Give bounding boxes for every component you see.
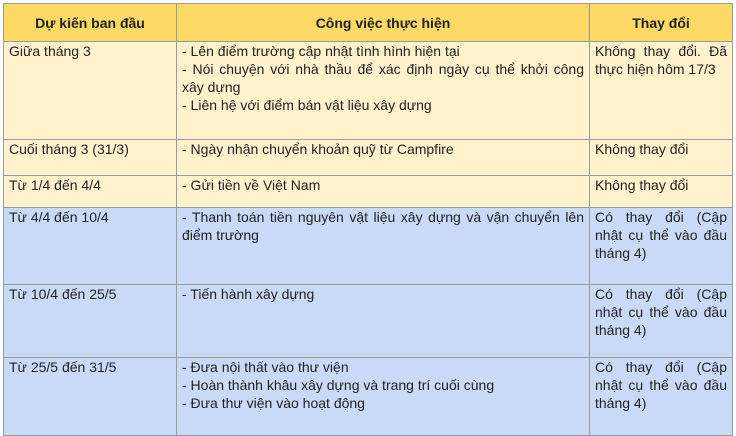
table-row xyxy=(4,140,733,176)
task-item: - Liên hệ với điểm bán vật liệu xây dựng xyxy=(182,97,432,113)
tasks-cell xyxy=(177,140,590,176)
header-tasks: Công việc thực hiện xyxy=(177,4,590,42)
task-item: - Gửi tiền về Việt Nam xyxy=(182,177,321,193)
tasks-cell xyxy=(177,208,590,285)
task-item: - Thanh toán tiền nguyên vật liệu xây dựng và vận chuyển lên điểm trường xyxy=(182,209,584,243)
schedule-table xyxy=(3,3,733,436)
planned-time-cell: Cuối tháng 3 (31/3) xyxy=(4,140,177,176)
table-row xyxy=(4,285,733,358)
change-cell: Không thay đổi xyxy=(590,176,733,208)
header-planned-time: Dự kiến ban đầu xyxy=(4,4,177,42)
tasks-cell xyxy=(177,285,590,358)
task-item: - Đưa nội thất vào thư viện xyxy=(182,359,349,375)
planned-time-cell: Từ 10/4 đến 25/5 xyxy=(4,285,177,358)
header-changes: Thay đổi xyxy=(590,4,733,42)
table-row xyxy=(4,358,733,436)
tasks-cell xyxy=(177,42,590,140)
task-item: - Hoàn thành khâu xây dựng và trang trí cuối cùng xyxy=(182,377,495,393)
table-row xyxy=(4,176,733,208)
table-row xyxy=(4,208,733,285)
task-item: - Nói chuyện với nhà thầu để xác định ngày cụ thể khởi công xây dựng xyxy=(182,61,584,95)
task-item: - Đưa thư viện vào hoạt động xyxy=(182,395,365,411)
change-cell: Không thay đổi. Đã thực hiện hôm 17/3 xyxy=(590,42,733,140)
table-row xyxy=(4,42,733,140)
planned-time-cell: Từ 1/4 đến 4/4 xyxy=(4,176,177,208)
planned-time-cell: Từ 25/5 đến 31/5 xyxy=(4,358,177,436)
task-item: - Tiến hành xây dựng xyxy=(182,286,315,302)
change-cell: Có thay đổi (Cập nhật cụ thể vào đầu tháng 4) xyxy=(590,285,733,358)
planned-time-cell: Giữa tháng 3 xyxy=(4,42,177,140)
header-row xyxy=(4,4,733,42)
change-cell: Có thay đổi (Cập nhật cụ thể vào đầu tháng 4) xyxy=(590,358,733,436)
task-item: - Lên điểm trường cập nhật tình hình hiện tại xyxy=(182,43,460,59)
tasks-cell xyxy=(177,358,590,436)
tasks-cell xyxy=(177,176,590,208)
planned-time-cell: Từ 4/4 đến 10/4 xyxy=(4,208,177,285)
change-cell: Có thay đổi (Cập nhật cụ thể vào đầu tháng 4) xyxy=(590,208,733,285)
task-item: - Ngày nhận chuyển khoản quỹ từ Campfire xyxy=(182,141,454,157)
change-cell: Không thay đổi xyxy=(590,140,733,176)
